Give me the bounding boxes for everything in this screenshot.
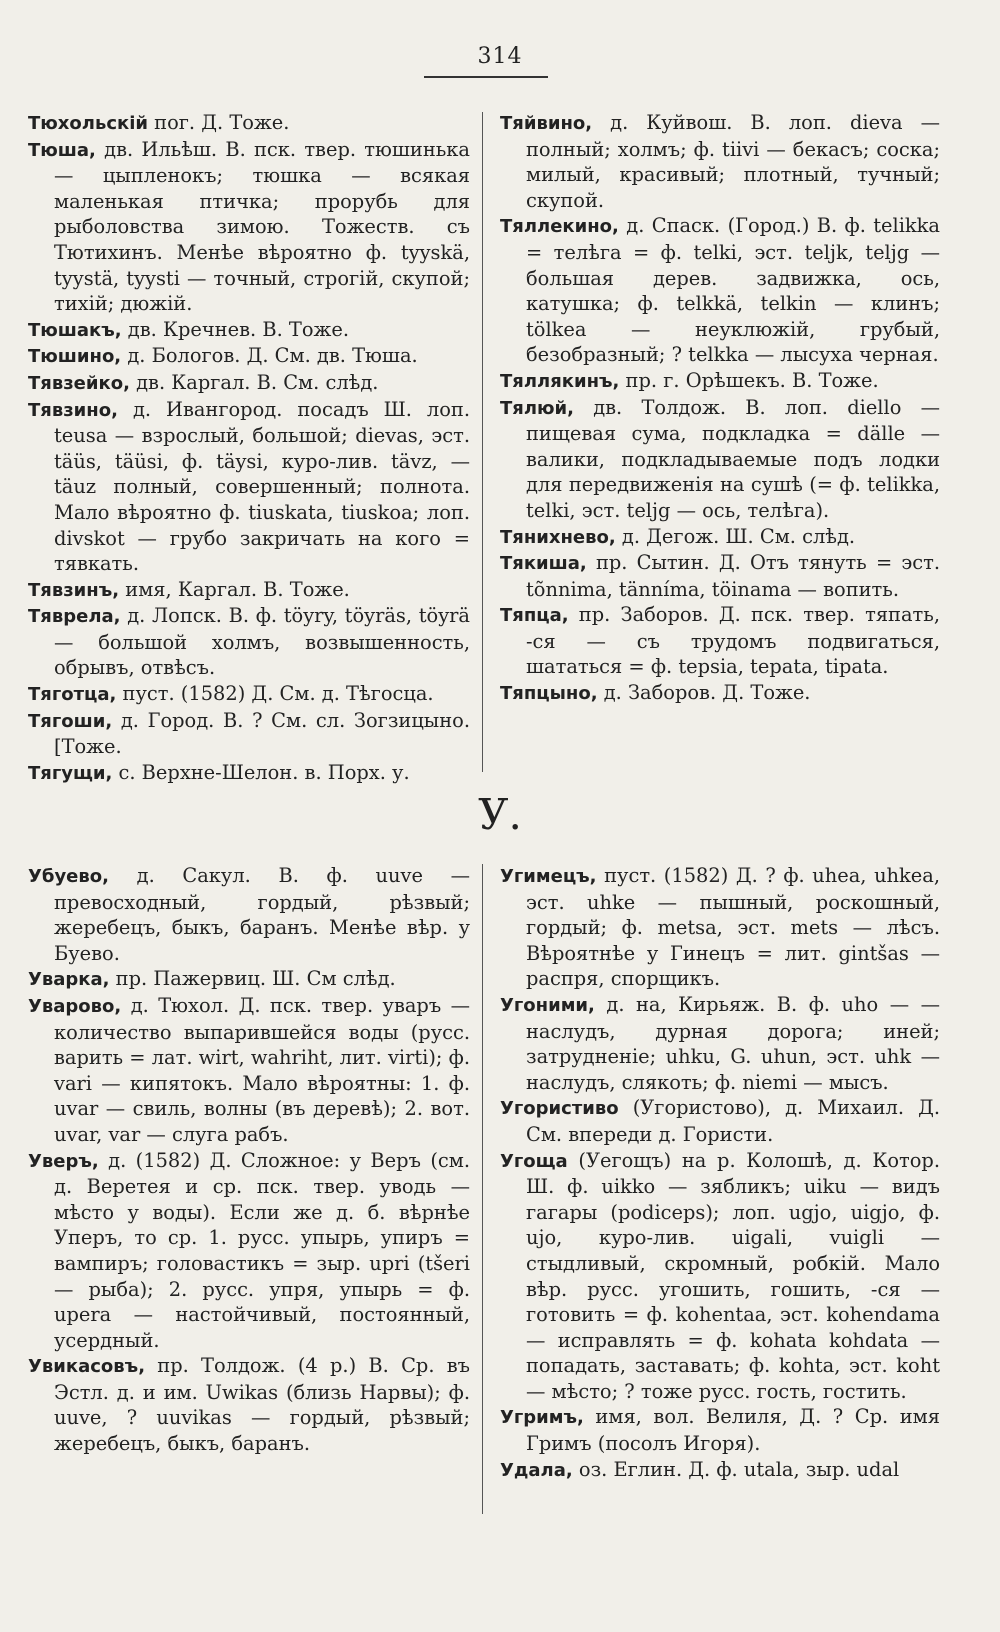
entry-definition: д. (1582) Д. Сложное: у Веръ (см. д. Веретея и ср. пск. твер. уводь — мѣсто у воды). Если же д. б. вѣрнѣе Уперъ, то ср. 1. русс. упырь, упиръ = вампиръ; головастикъ = зыр. upri (tšeri — рыба); 2. русс. упря, упырь = ф. upera — настойчивый, постоянный, усердный. <box>54 1148 470 1352</box>
entry-definition: пр. Пажервиц. Ш. См слѣд. <box>109 967 396 991</box>
entry-headword: Тяврела, <box>28 606 121 628</box>
entry-headword: Увикасовъ, <box>28 1356 146 1378</box>
entry-headword: Тюша, <box>28 139 96 161</box>
entry-headword: Тяллекино, <box>500 216 619 238</box>
entry-headword: Тягущи, <box>28 762 113 784</box>
entry-definition: д. Сакул. В. ф. uuve — превосходный, гордый, рѣзвый; жеребецъ, быкъ, баранъ. Менѣе вѣр. у Буево. <box>54 864 470 965</box>
entry-headword: Тюхольскій <box>28 113 148 134</box>
dictionary-entry <box>500 395 940 524</box>
entry-headword: Тянихнево, <box>500 526 616 548</box>
entry-definition: д. Тюхол. Д. пск. твер. уваръ — количество выпарившейся воды (русс. варить = лат. wirt, wahriht, лит. virti); ф. vari — кипятокъ. Мало вѣроятны: 1. ф. uvar — свиль, волны (въ деревѣ); 2. вот. uvar, var — слуга рабъ. <box>54 993 470 1146</box>
entry-headword: Тюшакъ, <box>28 319 122 341</box>
entry-definition: пог. Д. Тоже. <box>148 111 290 134</box>
dictionary-entry <box>28 577 470 604</box>
entry-headword: Тявзино, <box>28 399 118 421</box>
entry-headword: Удала, <box>500 1459 573 1481</box>
dictionary-entry <box>28 317 470 344</box>
entry-definition: д. Спаск. (Город.) В. ф. telikka = телѣга = ф. telki, эст. teljk, teljg — большая дерев. задвижка, ось, катушка; ф. telkkä, telkin — клинъ; tölkea — неуклюжій, грубый, безобразный; ? telkka — лысуха черная. <box>526 214 940 367</box>
entry-headword: Тялюй, <box>500 397 574 419</box>
dictionary-entry <box>500 680 940 707</box>
entry-headword: Уварово, <box>28 995 122 1017</box>
entry-definition: пр. Сытин. Д. Отъ тянуть = эст. tõnnima, tänníma, töinama — вопить. <box>526 551 940 601</box>
entry-definition: дв. Ильѣш. В. пск. твер. тюшинька — цыпленокъ; тюшка — всякая маленькая птичка; прорубь для рыболовства зимою. Тожеств. съ Тютихинъ. Менѣе вѣроятно ф. tyyskä, tyystä, tyysti — точный, строгій, скупой; тихій; дюжій. <box>54 137 470 316</box>
column-bottom-right <box>500 863 940 1483</box>
entry-headword: Угористиво <box>500 1098 619 1120</box>
entry-headword: Тявзинъ, <box>28 579 120 601</box>
column-divider-bottom <box>482 864 483 1514</box>
entry-headword: Угимецъ, <box>500 866 597 887</box>
dictionary-entry <box>28 603 470 681</box>
dictionary-entry <box>28 1353 470 1456</box>
dictionary-entry <box>28 863 470 966</box>
dictionary-entry <box>500 1457 940 1484</box>
dictionary-entry <box>500 863 940 992</box>
entry-definition: пр. Толдож. (4 р.) В. Ср. въ Эстл. д. и им. Uwikas (близь Нарвы); ф. uuve, ? uuvikas — гордый, рѣзвый; жеребецъ, быкъ, баранъ. <box>54 1354 470 1456</box>
entry-definition: оз. Еглин. Д. ф. utala, зыр. udal <box>572 1457 900 1481</box>
entry-definition: д. Ивангород. посадъ Ш. лоп. teusa — взрослый, большой; dievas, эст. täüs, täüsi, ф. täysi, куро-лив. tävz, — täuz полный, совершенный; полнота. Мало вѣроятно ф. tiuskata, tiuskoa; лоп. divskot — грубо закричать на кого = тявкать. <box>54 397 470 576</box>
dictionary-entry <box>28 137 470 317</box>
entry-headword: Убуево, <box>28 866 109 887</box>
dictionary-entry <box>28 681 470 708</box>
entry-headword: Тявзейко, <box>28 372 130 394</box>
entry-definition: дв. Кречнев. В. Тоже. <box>121 317 349 341</box>
entry-definition: пр. г. Орѣшекъ. В. Тоже. <box>619 368 879 392</box>
entry-headword: Тяпцыно, <box>500 683 598 705</box>
dictionary-entry <box>500 550 940 602</box>
entry-definition: д. на, Кирьяж. В. ф. uho — — наслудъ, дурная дорога; иней; затрудненіе; uhku, G. uhun, эст. uhk — наслудъ, слякоть; ф. niemi — мысъ. <box>526 992 940 1094</box>
entry-definition: пуст. (1582) Д. См. д. Тѣгосца. <box>116 682 434 706</box>
dictionary-entry <box>500 213 940 368</box>
dictionary-entry <box>28 1148 470 1354</box>
page-number-rule <box>424 76 548 78</box>
entry-headword: Тяготца, <box>28 684 117 706</box>
page-number: 314 <box>477 44 523 69</box>
entry-definition: пуст. (1582) Д. ? ф. uhea, uhkea, эст. uhke — пышный, роскошный, гордый; ф. metsa, эст. mets — лѣсъ. Вѣроятнѣе у Гинецъ = лит. gintšas — распря, спорщикъ. <box>526 864 940 991</box>
column-top-right <box>500 110 940 707</box>
column-divider-top <box>482 112 483 772</box>
dictionary-entry <box>500 110 940 213</box>
dictionary-entry <box>28 110 470 137</box>
dictionary-entry <box>500 1404 940 1456</box>
dictionary-entry <box>28 760 470 787</box>
dictionary-entry <box>500 1095 940 1147</box>
dictionary-entry <box>500 992 940 1095</box>
entry-headword: Угоними, <box>500 994 595 1016</box>
dictionary-entry <box>28 397 470 577</box>
entry-definition: д. Дегож. Ш. См. слѣд. <box>615 524 856 548</box>
entry-definition: дв. Толдож. В. лоп. diello — пищевая сума, подкладка = dälle — валики, подкладываемые подъ лодки для передвиженія на сушѣ (= ф. telikka, telki, эст. teljg — ось, телѣга). <box>526 395 940 522</box>
dictionary-entry <box>28 993 470 1148</box>
entry-definition: с. Верхне-Шелон. в. Порх. у. <box>112 760 410 784</box>
dictionary-entry <box>28 343 470 370</box>
entry-definition: пр. Заборов. Д. пск. твер. тяпать, -ся — съ трудомъ подвигаться, шататься = ф. tepsia, tepata, tipata. <box>526 603 940 679</box>
entry-definition: (Угористово), д. Михаил. Д. См. впереди д. Гористи. <box>526 1096 940 1146</box>
entry-headword: Тюшино, <box>28 346 122 368</box>
dictionary-entry <box>500 524 940 551</box>
entry-definition: имя, Каргал. В. Тоже. <box>119 577 350 601</box>
entry-definition: д. Город. В. ? См. сл. Зогзицыно. [Тоже. <box>54 708 470 759</box>
dictionary-entry <box>500 1148 940 1405</box>
entry-definition: дв. Каргал. В. См. слѣд. <box>129 370 379 394</box>
dictionary-entry <box>500 602 940 680</box>
entry-definition: д. Заборов. Д. Тоже. <box>597 681 811 705</box>
entry-headword: Тякиша, <box>500 553 587 575</box>
dictionary-entry <box>28 966 470 993</box>
entry-headword: Тягоши, <box>28 710 113 732</box>
entry-headword: Угоща <box>500 1150 568 1172</box>
entry-definition: д. Бологов. Д. См. дв. Тюша. <box>121 344 418 368</box>
section-letter: У. <box>478 790 522 839</box>
entry-headword: Угримъ, <box>500 1407 584 1429</box>
dictionary-entry <box>28 370 470 397</box>
entry-definition: д. Лопск. В. ф. töyry, töyräs, töyrä — большой холмъ, возвышенность, обрывъ, отвѣсъ. <box>54 604 470 680</box>
column-bottom-left <box>28 863 470 1457</box>
entry-headword: Тяллякинъ, <box>500 370 620 392</box>
dictionary-entry <box>28 708 470 760</box>
entry-headword: Тяпца, <box>500 605 569 627</box>
column-top-left <box>28 110 470 786</box>
entry-headword: Тяйвино, <box>500 113 593 134</box>
entry-headword: Уварка, <box>28 969 110 991</box>
dictionary-entry <box>500 368 940 395</box>
entry-definition: имя, вол. Велиля, Д. ? Ср. имя Гримъ (посолъ Игоря). <box>526 1405 940 1456</box>
entry-definition: д. Куйвош. В. лоп. dieva — полный; холмъ; ф. tiivi — бекасъ; соска; милый, красивый; плотный, тучный; скупой. <box>526 111 940 212</box>
entry-headword: Уверъ, <box>28 1150 99 1172</box>
entry-definition: (Уегощъ) на р. Колошѣ, д. Котор. Ш. ф. uikko — зябликъ; uiku — видъ гагары (podiceps); лоп. ugjo, uigjo, ф. ujo, куро-лив. uigali, vuigli — стыдливый, скромный, робкій. Мало вѣр. русс. угошить, гошить, -ся — готовить = ф. kohentaa, эст. kohendama — исправлять = ф. kohata kohdata — попадать, заставать; ф. kohta, эст. koht — мѣсто; ? тоже русс. гость, гостить. <box>526 1148 940 1403</box>
